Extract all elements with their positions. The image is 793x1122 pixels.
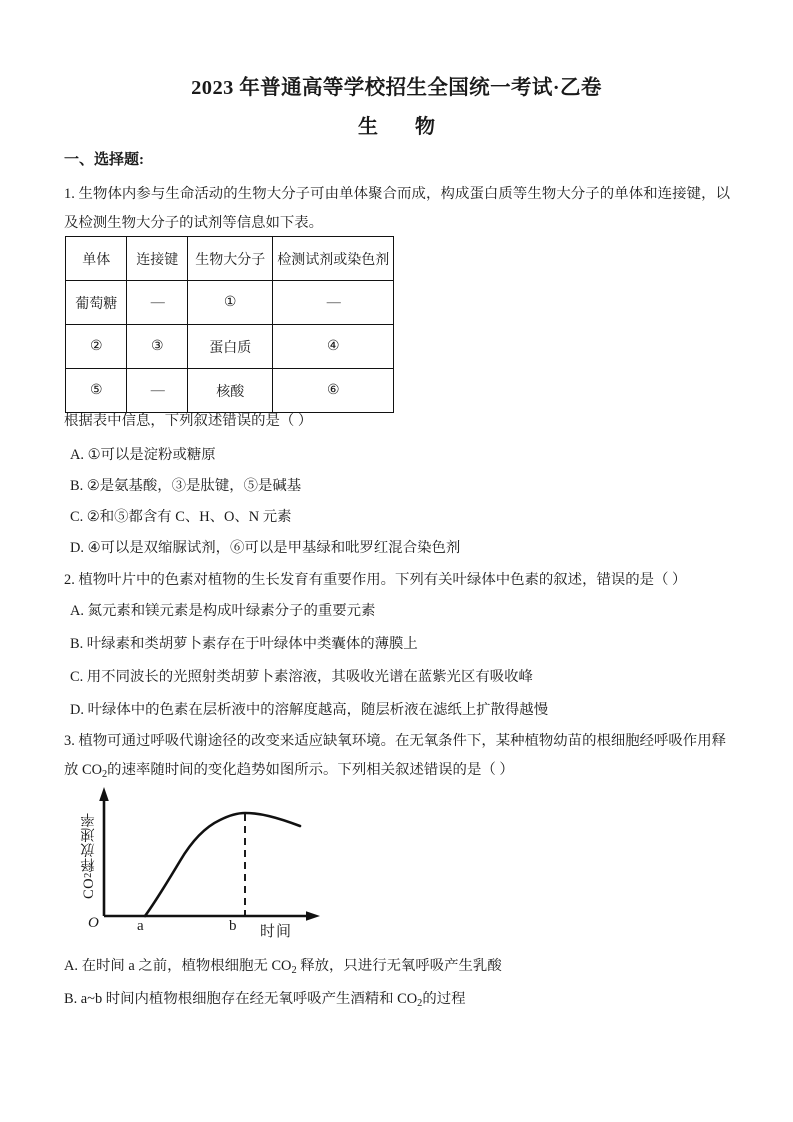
co2-rate-curve xyxy=(145,813,300,916)
table-row xyxy=(66,325,394,369)
question-1-option-d[interactable]: D. ④可以是双缩脲试剂，⑥可以是甲基绿和吡罗红混合染色剂 xyxy=(70,540,461,556)
biomolecule-table xyxy=(65,236,394,413)
y-label-subscript: 2 xyxy=(83,872,94,879)
x-axis-arrowhead xyxy=(306,911,320,921)
chart-tick-label-b: b xyxy=(229,918,237,934)
stem-text: 的速率随时间的变化趋势如图所示。下列相关叙述错误的是（ ） xyxy=(107,762,514,778)
section-heading: 一、选择题: xyxy=(64,152,144,168)
subscript-2: 2 xyxy=(291,964,297,976)
table-row xyxy=(66,281,394,325)
table-header-cell: 生物大分子 xyxy=(187,237,272,281)
question-2-stem: 2. 植物叶片中的色素对植物的生长发育有重要作用。下列有关叶绿体中色素的叙述，错误的是（ ） xyxy=(64,572,687,588)
question-2-option-c[interactable]: C. 用不同波长的光照射类胡萝卜素溶液，其吸收光谱在蓝紫光区有吸收峰 xyxy=(70,669,533,685)
option-text: A. 在时间 a 之前，植物根细胞无 CO xyxy=(64,958,292,974)
question-2-option-d[interactable]: D. 叶绿体中的色素在层析液中的溶解度越高，随层析液在滤纸上扩散得越慢 xyxy=(70,702,549,718)
question-1-option-c[interactable]: C. ②和⑤都含有 C、H、O、N 元素 xyxy=(70,509,292,525)
option-text: B. a~b 时间内植物根细胞存在经无氧呼吸产生酒精和 CO xyxy=(64,991,418,1007)
subscript-2: 2 xyxy=(417,997,423,1009)
chart-tick-label-a: a xyxy=(137,918,144,934)
table-cell: 核酸 xyxy=(187,369,272,413)
question-2-option-a[interactable]: A. 氮元素和镁元素是构成叶绿素分子的重要元素 xyxy=(70,603,376,619)
table-cell: ③ xyxy=(127,325,188,369)
question-1-option-b[interactable]: B. ②是氨基酸，③是肽键，⑤是碱基 xyxy=(70,478,302,494)
table-cell: ① xyxy=(187,281,272,325)
table-cell: 葡萄糖 xyxy=(66,281,127,325)
question-3-option-a[interactable] xyxy=(64,953,724,984)
table-cell: ④ xyxy=(273,325,394,369)
table-cell: ② xyxy=(66,325,127,369)
table-cell: — xyxy=(273,281,394,325)
page-subtitle: 生 物 xyxy=(358,116,451,138)
page-title: 2023 年普通高等学校招生全国统一考试·乙卷 xyxy=(191,77,602,99)
table-cell: — xyxy=(127,281,188,325)
y-label-rest: 释放速率 xyxy=(81,812,97,873)
chart-x-axis-label: 时间 xyxy=(260,924,293,940)
table-header-row xyxy=(66,237,394,281)
option-text: 的过程 xyxy=(422,991,466,1007)
question-3-option-b[interactable] xyxy=(64,986,724,1017)
table-header-cell: 单体 xyxy=(66,237,127,281)
stem-text: 放 CO xyxy=(64,762,102,778)
chart-svg xyxy=(64,783,384,948)
option-text: 释放，只进行无氧呼吸产生乳酸 xyxy=(296,958,502,974)
y-axis-arrowhead xyxy=(99,787,109,801)
table-cell: ⑤ xyxy=(66,369,127,413)
question-1-prompt: 根据表中信息，下列叙述错误的是（ ） xyxy=(64,413,313,429)
question-1-stem: 1. 生物体内参与生命活动的生物大分子可由单体聚合而成，构成蛋白质等生物大分子的单体和连接键，以及检测生物大分子的试剂等信息如下表。 xyxy=(64,186,730,231)
question-3-stem-line-1: 3. 植物可通过呼吸代谢途径的改变来适应缺氧环境。在无氧条件下，某种植物幼苗的根细胞经呼吸作用释 xyxy=(64,733,726,749)
co2-release-chart xyxy=(64,783,384,948)
question-2-option-b[interactable]: B. 叶绿素和类胡萝卜素存在于叶绿体中类囊体的薄膜上 xyxy=(70,636,418,652)
table-header-cell: 检测试剂或染色剂 xyxy=(273,237,394,281)
table-row xyxy=(66,369,394,413)
table-cell: ⑥ xyxy=(273,369,394,413)
y-label-co: CO xyxy=(81,878,97,900)
chart-origin-label: O xyxy=(88,915,99,931)
question-1-option-a[interactable]: A. ①可以是淀粉或糖原 xyxy=(70,447,216,463)
table-cell: — xyxy=(127,369,188,413)
table-cell: 蛋白质 xyxy=(187,325,272,369)
table-header-cell: 连接键 xyxy=(127,237,188,281)
subscript-2: 2 xyxy=(101,768,108,780)
